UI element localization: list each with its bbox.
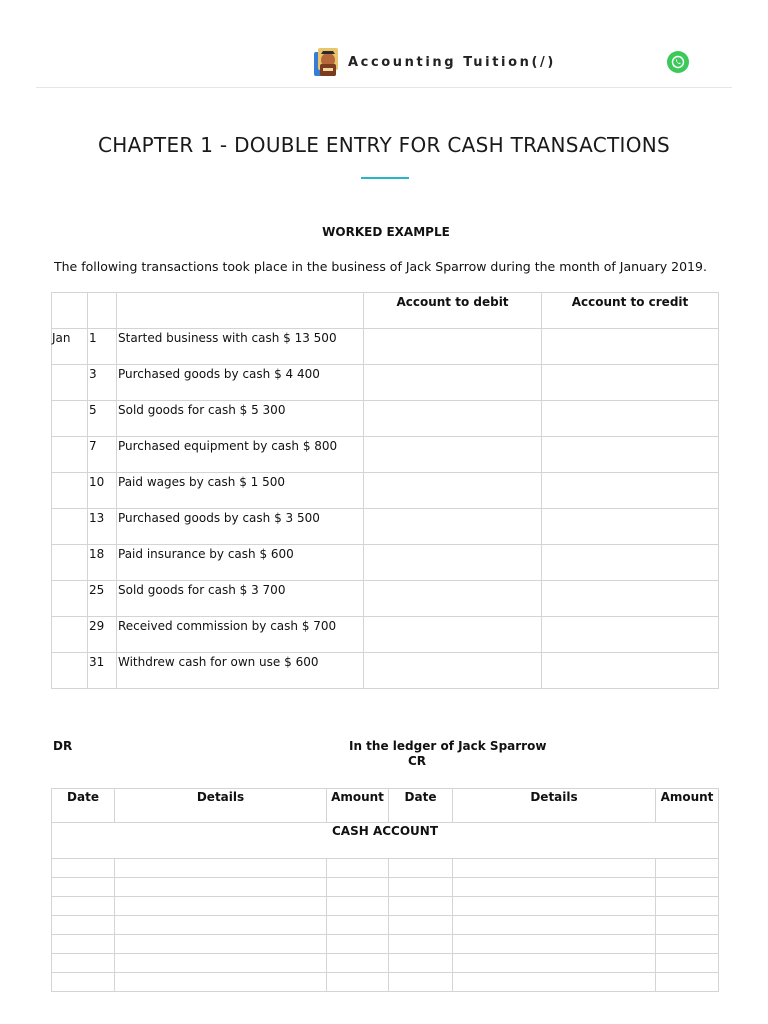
ledger-cell (656, 973, 719, 992)
row-month (52, 653, 88, 689)
row-account-to-debit (364, 401, 542, 437)
ledger-header-row (52, 789, 719, 823)
cash-account-ledger (51, 788, 719, 992)
ledger-row (52, 954, 719, 973)
ledger-cell (52, 916, 115, 935)
accounting-logo-icon (312, 46, 342, 78)
row-account-to-debit (364, 473, 542, 509)
row-day: 3 (88, 365, 117, 401)
site-header (36, 40, 732, 88)
row-account-to-debit (364, 581, 542, 617)
row-description: Withdrew cash for own use $ 600 (117, 653, 364, 689)
title-underline (361, 177, 409, 179)
table-row (52, 365, 719, 401)
ledger-row (52, 935, 719, 954)
ledger-cell (389, 878, 453, 897)
row-day: 10 (88, 473, 117, 509)
ledger-cell (656, 935, 719, 954)
account-name: CASH ACCOUNT (52, 823, 719, 859)
row-account-to-credit (542, 617, 719, 653)
ledger-cell (453, 897, 656, 916)
row-month (52, 581, 88, 617)
table-row (52, 581, 719, 617)
row-account-to-debit (364, 509, 542, 545)
table-row (52, 509, 719, 545)
row-month (52, 473, 88, 509)
row-month (52, 509, 88, 545)
row-description: Purchased goods by cash $ 4 400 (117, 365, 364, 401)
ledger-cell (656, 897, 719, 916)
ledger-cell (453, 935, 656, 954)
ledger-cell (453, 859, 656, 878)
row-day: 31 (88, 653, 117, 689)
ledger-row (52, 897, 719, 916)
ledger-cell (453, 916, 656, 935)
row-account-to-credit (542, 365, 719, 401)
page-title: CHAPTER 1 - DOUBLE ENTRY FOR CASH TRANSACTIONS (97, 133, 670, 157)
row-description: Started business with cash $ 13 500 (117, 329, 364, 365)
table-row (52, 329, 719, 365)
ledger-cell (115, 897, 327, 916)
row-account-to-credit (542, 545, 719, 581)
ledger-cell (327, 878, 389, 897)
row-description: Sold goods for cash $ 3 700 (117, 581, 364, 617)
brand-link[interactable] (312, 45, 556, 79)
ledger-row (52, 859, 719, 878)
table-row (52, 401, 719, 437)
table-header-row (52, 293, 719, 329)
row-account-to-debit (364, 329, 542, 365)
row-account-to-credit (542, 329, 719, 365)
ledger-column-header: Details (453, 789, 656, 823)
ledger-cell (115, 878, 327, 897)
row-account-to-debit (364, 653, 542, 689)
ledger-cell (327, 916, 389, 935)
row-account-to-debit (364, 617, 542, 653)
ledger-cell (327, 954, 389, 973)
ledger-cell (389, 973, 453, 992)
table-row (52, 437, 719, 473)
ledger-cell (389, 859, 453, 878)
transactions-table (51, 292, 719, 689)
row-day: 18 (88, 545, 117, 581)
ledger-cell (656, 954, 719, 973)
row-day: 25 (88, 581, 117, 617)
row-day: 13 (88, 509, 117, 545)
ledger-cell (52, 859, 115, 878)
row-description: Purchased equipment by cash $ 800 (117, 437, 364, 473)
ledger-cell (115, 916, 327, 935)
ledger-cell (656, 916, 719, 935)
row-month (52, 401, 88, 437)
ledger-cell (115, 973, 327, 992)
ledger-cell (52, 954, 115, 973)
ledger-column-header: Details (115, 789, 327, 823)
row-day: 7 (88, 437, 117, 473)
row-month (52, 365, 88, 401)
ledger-cell (115, 859, 327, 878)
whatsapp-icon[interactable] (667, 51, 689, 73)
ledger-cell (52, 878, 115, 897)
column-header (88, 293, 117, 329)
credit-side-label: CR (408, 754, 427, 768)
row-account-to-debit (364, 437, 542, 473)
ledger-cell (52, 897, 115, 916)
ledger-cell (389, 916, 453, 935)
row-account-to-credit (542, 473, 719, 509)
row-description: Paid wages by cash $ 1 500 (117, 473, 364, 509)
ledger-column-header: Date (389, 789, 453, 823)
row-month (52, 617, 88, 653)
table-row (52, 653, 719, 689)
ledger-cell (453, 878, 656, 897)
ledger-cell (389, 897, 453, 916)
ledger-cell (453, 973, 656, 992)
ledger-cell (656, 859, 719, 878)
brand-name: Accounting Tuition(/) (348, 54, 556, 70)
intro-paragraph: The following transactions took place in the business of Jack Sparrow during the month of January 2019. (54, 259, 707, 274)
ledger-title: In the ledger of Jack Sparrow (349, 739, 547, 753)
section-heading: WORKED EXAMPLE (322, 225, 450, 239)
ledger-cell (389, 935, 453, 954)
row-account-to-debit (364, 365, 542, 401)
row-description: Purchased goods by cash $ 3 500 (117, 509, 364, 545)
ledger-cell (327, 935, 389, 954)
ledger-cell (453, 954, 656, 973)
ledger-cell (327, 897, 389, 916)
account-name-row (52, 823, 719, 859)
row-day: 1 (88, 329, 117, 365)
table-row (52, 545, 719, 581)
ledger-column-header: Amount (656, 789, 719, 823)
ledger-cell (115, 954, 327, 973)
row-day: 5 (88, 401, 117, 437)
row-description: Sold goods for cash $ 5 300 (117, 401, 364, 437)
row-account-to-credit (542, 437, 719, 473)
debit-side-label: DR (53, 739, 73, 753)
ledger-cell (52, 935, 115, 954)
ledger-column-header: Date (52, 789, 115, 823)
row-account-to-credit (542, 653, 719, 689)
ledger-row (52, 878, 719, 897)
table-row (52, 473, 719, 509)
ledger-column-header: Amount (327, 789, 389, 823)
table-row (52, 617, 719, 653)
column-header-account-to-debit: Account to debit (364, 293, 542, 329)
row-account-to-credit (542, 401, 719, 437)
row-account-to-credit (542, 509, 719, 545)
column-header (117, 293, 364, 329)
ledger-cell (327, 859, 389, 878)
row-day: 29 (88, 617, 117, 653)
row-account-to-credit (542, 581, 719, 617)
row-description: Paid insurance by cash $ 600 (117, 545, 364, 581)
ledger-cell (52, 973, 115, 992)
row-month (52, 545, 88, 581)
ledger-row (52, 916, 719, 935)
ledger-row (52, 973, 719, 992)
ledger-cell (656, 878, 719, 897)
row-description: Received commission by cash $ 700 (117, 617, 364, 653)
ledger-cell (327, 973, 389, 992)
row-month (52, 437, 88, 473)
ledger-cell (115, 935, 327, 954)
ledger-cell (389, 954, 453, 973)
column-header-account-to-credit: Account to credit (542, 293, 719, 329)
column-header (52, 293, 88, 329)
row-account-to-debit (364, 545, 542, 581)
row-month: Jan (52, 329, 88, 365)
